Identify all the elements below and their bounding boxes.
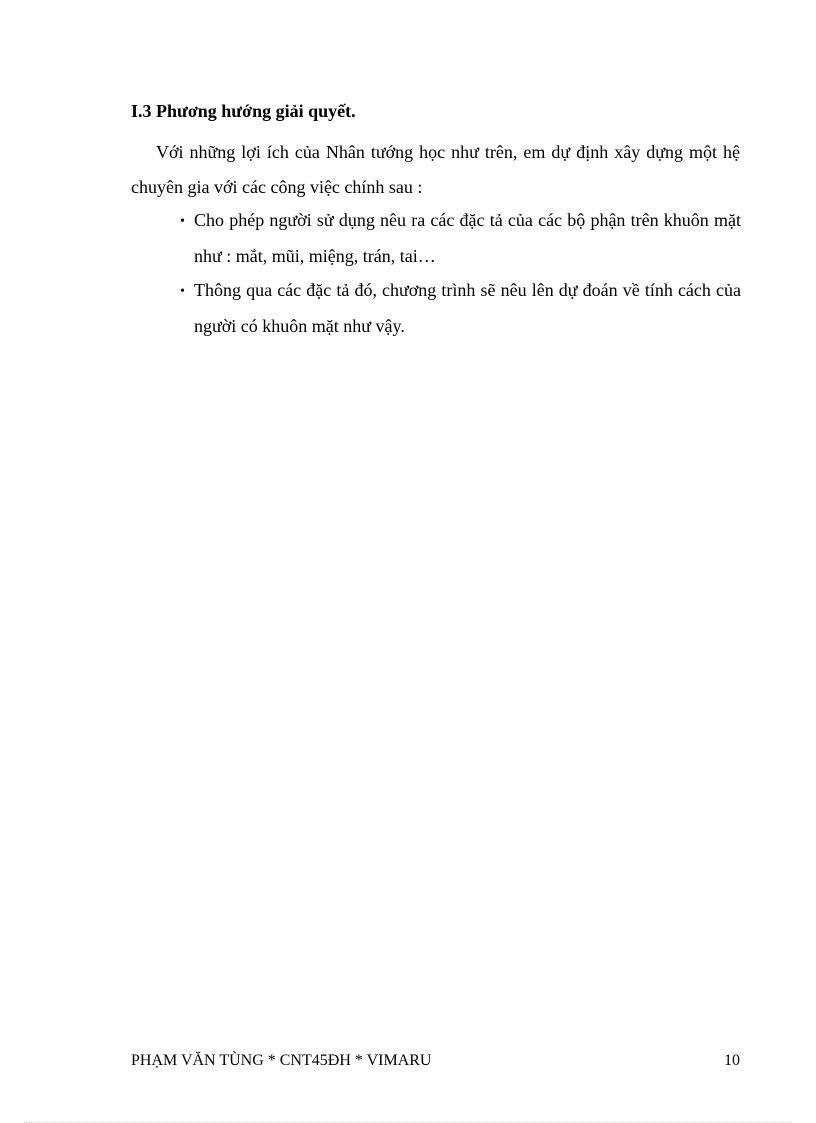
list-item <box>180 203 741 274</box>
bullet-icon: • <box>180 214 185 229</box>
list-item <box>180 273 741 344</box>
bullet-text: Cho phép người sử dụng nêu ra các đặc tả của các bộ phận trên khuôn mặt như : mắt, mũi, miệng, trán, tai… <box>194 210 741 266</box>
bullet-icon: • <box>180 284 185 299</box>
page-number: 10 <box>724 1052 740 1069</box>
footer-author: PHẠM VĂN TÙNG * CNT45ĐH * VIMARU <box>131 1052 432 1069</box>
intro-paragraph: Với những lợi ích của Nhân tướng học như trên, em dự định xây dựng một hệ chuyên gia với các công việc chính sau : <box>131 142 740 197</box>
section-heading: I.3 Phương hướng giải quyết. <box>131 101 356 121</box>
bullet-text: Thông qua các đặc tả đó, chương trình sẽ nêu lên dự đoán về tính cách của người có khuôn mặt như vậy. <box>194 280 741 336</box>
page-footer <box>131 1052 740 1074</box>
